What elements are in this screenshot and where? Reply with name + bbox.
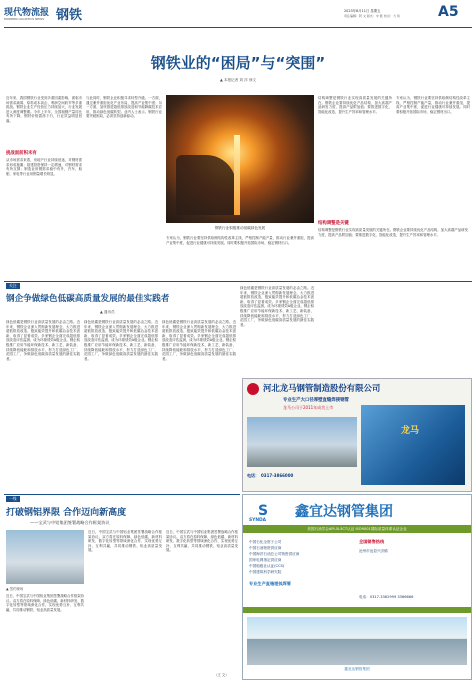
- focus-col1: 绿色低碳是钢铁行业高质量发展的必由之路。近年来，钢铁企业深入贯彻新发展理念，大力推进超低排放改造、极致能效提升和低碳冶金技术创新，取得了显著成效。多家钢企全面完成超低排放改造评估监测，成为环境绩效A级企业。钢企积极推广应用节能环保新技术、新工艺、新装备，持续降低能耗和排放水平，努力打造绿色工厂、花园工厂，争做绿色低碳高质量发展的最佳实践者。: [6, 320, 80, 361]
- top-story-col4b: 结构调整是钢铁行业实现高质量发展的关键所在。钢铁企业要持续优化产品结构，加大高端产品研发力度，提高产品附加值；要推进数字化、智能化改造，提升生产效率和管理水平。: [318, 228, 468, 237]
- synda-phone[interactable]: 电话：0317-3362999 3366666: [359, 595, 414, 599]
- focus-title: 钢企争做绿色低碳高质量发展的最佳实践者: [6, 294, 170, 304]
- molten-stream: [234, 135, 240, 215]
- top-story-col4: 结构调整是钢铁行业实现高质量发展的关键所在。钢铁企业要持续优化产品结构，加大高端产品研发力度，提高产品附加值；要推进数字化、智能化改造，提升生产效率和管理水平。: [318, 96, 392, 114]
- synda-advertisement[interactable]: [242, 494, 472, 680]
- photo-caption: 钢铁行业积极推动低碳绿色发展: [214, 226, 266, 230]
- synda-item: 中国石油物资供应商: [249, 546, 282, 550]
- bottom-title: 打破钢铝界限 合作迈向新高度: [6, 508, 127, 518]
- longma-slogan: 专业生产大口径厚壁直缝焊接钢管: [283, 398, 349, 403]
- bottom-col1: 近日，中国宝武与中国铝业集团签署战略合作框架协议。双方将在原料保障、绿色低碳、新材料研发、数字化转型等领域深化合作，实现优势互补、互利共赢，共同推动钢铁、铝业高质量发展。: [6, 594, 84, 612]
- synda-logo-text: SYNDA: [249, 518, 267, 523]
- synda-bottom-caption: 鑫宜达钢管集团: [344, 667, 370, 671]
- longma-phone[interactable]: 0317-3866000: [261, 473, 294, 478]
- synda-hotline-label: 全国销售热线: [359, 539, 385, 544]
- focus-tag: 关注: [6, 283, 20, 289]
- longma-advertisement[interactable]: [242, 378, 472, 492]
- newspaper-logo: 现代物流报: [4, 8, 50, 18]
- longma-pipes-photo: [361, 405, 465, 485]
- top-story-col2: 与此同时，钢铁企业积极寻求转型升级。一方面，通过兼并重组优化产业布局，提高产业集中度；另一方面，加快推进超低排放改造和节能降碳技术应用，推动绿色低碳转型。业内人士表示，钢铁行业要突破困局，必须坚持创新驱动。: [86, 96, 162, 119]
- date-line: 2023年8月11日 星期五: [344, 9, 381, 13]
- synda-item: 中国船级社认证(CCS): [249, 564, 285, 568]
- top-story-col1b: 从市场需求来看，房地产行业持续低迷，对钢材需求形成拖累；基建投资保持一定增速，对钢材需求有所支撑；制造业用钢需求稳中有升，汽车、船舶、家电等行业用钢量增长明显。: [6, 158, 82, 176]
- focus-col4: 绿色低碳是钢铁行业高质量发展的必由之路。近年来，钢铁企业深入贯彻新发展理念，大力推进超低排放改造、极致能效提升和低碳冶金技术创新，取得了显著成效。多家钢企全面完成超低排放改造评估监测，成为环境绩效A级企业。钢企积极推广应用节能环保新技术、新工艺、新装备，持续降低能耗和排放水平，努力打造绿色工厂、花园工厂，争做绿色低碳高质量发展的最佳实践者。: [240, 286, 314, 327]
- synda-item: 中国石化全资子公司: [249, 540, 282, 544]
- bottom-col3: 近日，中国宝武与中国铝业集团签署战略合作框架协议。双方将在原料保障、绿色低碳、新材料研发、数字化转型等领域深化合作，实现优势互补、互利共赢，共同推动钢铁、铝业高质量发展。: [166, 530, 238, 553]
- signing-photo-caption: ▲ 签约现场: [6, 587, 24, 591]
- top-story-col1: 近年来，我国钢铁行业受到多重因素影响，面临市场需求减弱、原料成本高企、利润空间收窄等多重挑战。钢铁企业生产经营压力持续加大，行业发展进入深度调整期。今年上半年，全国粗钢产量同比有所下降，钢材价格震荡下行，行业效益明显回落。: [6, 96, 82, 123]
- synda-cert-banner: 美国石油学会API-5L5CT认证 ISO9001国际质量体系认证企业: [243, 525, 471, 533]
- top-story-byline: ▲ 本报记者 刘 洋 徐文: [219, 78, 257, 82]
- focus-byline: ▲ 通讯员: [100, 310, 115, 314]
- signing-photo: [6, 530, 84, 584]
- longma-founded: 龙马公司于2011年成功上市: [283, 405, 334, 410]
- masthead-rule: [4, 27, 472, 28]
- longma-logo-icon: [247, 383, 259, 395]
- longma-brand-badge: 龙马: [401, 426, 420, 436]
- newspaper-subtitle: MODERN LOGISTICS NEWS: [4, 17, 45, 21]
- longma-company-name: 河北龙马钢管制造股份有限公司: [263, 383, 381, 393]
- editor-line: 责任编辑：阿 文 版式：中 胜 校对：力 珂: [344, 14, 400, 18]
- bottom-col2: 近日，中国宝武与中国铝业集团签署战略合作框架协议。双方将在原料保障、绿色低碳、新材料研发、数字化转型等领域深化合作，实现优势互补、互利共赢，共同推动钢铁、铝业高质量发展。: [88, 530, 162, 553]
- longma-factory-photo: [247, 417, 357, 467]
- bottom-tag: 一线: [6, 496, 20, 502]
- focus-col3: 绿色低碳是钢铁行业高质量发展的必由之路。近年来，钢铁企业深入贯彻新发展理念，大力推进超低排放改造、极致能效提升和低碳冶金技术创新，取得了显著成效。多家钢企全面完成超低排放改造评估监测，成为环境绩效A级企业。钢企积极推广应用节能环保新技术、新工艺、新装备，持续降低能耗和排放水平，努力打造绿色工厂、花园工厂，争做绿色低碳高质量发展的最佳实践者。: [162, 320, 236, 361]
- synda-logo: [249, 503, 283, 525]
- top-story-col3b: 专家认为，钢铁行业要坚持供给侧结构性改革主线，严格控制产能产量，推动行业兼并重组，提高产业集中度，促进行业健康可持续发展。同时要积极开拓国际市场，稳定钢材出口。: [166, 236, 314, 245]
- synda-item: 国家电网指定供应商: [249, 558, 282, 562]
- synda-factory-photo: [247, 617, 467, 665]
- masthead: [4, 4, 472, 26]
- section-title: 钢铁: [56, 8, 83, 23]
- section-rule-1: [4, 281, 472, 282]
- focus-col2: 绿色低碳是钢铁行业高质量发展的必由之路。近年来，钢铁企业深入贯彻新发展理念，大力推进超低排放改造、极致能效提升和低碳冶金技术创新，取得了显著成效。多家钢企全面完成超低排放改造评估监测，成为环境绩效A级企业。钢企积极推广应用节能环保新技术、新工艺、新装备，持续降低能耗和排放水平，努力打造绿色工厂、花园工厂，争做绿色低碳高质量发展的最佳实践者。: [84, 320, 158, 361]
- synda-products: 专业生产直缝埋弧焊管: [249, 581, 291, 586]
- synda-company-name: 鑫宜达钢管集团: [295, 504, 393, 520]
- synda-item: 中国海洋石油总公司物资供应商: [249, 552, 300, 556]
- subhead-structure: 结构调整是关键: [318, 221, 349, 226]
- bottom-end-mark: （王 文）: [214, 673, 229, 677]
- bottom-subtitle: ——宝武与中铝集团签署战略合作框架协议: [30, 520, 110, 525]
- longma-contact-label: 电话：: [247, 473, 259, 478]
- page-number: A5: [438, 4, 459, 20]
- synda-address: 沧州市沧县兴济镇: [359, 549, 388, 553]
- synda-s-icon: S: [258, 503, 269, 519]
- furnace-silhouette: [176, 155, 236, 215]
- synda-item: 中国建筑科学研究院: [249, 570, 282, 574]
- top-story-title: 钢铁业的“困局”与“突围”: [150, 54, 326, 72]
- synda-phone-bar: [243, 607, 471, 613]
- subhead-challenges: 挑战面前积未有: [6, 151, 37, 156]
- top-story-col5: 专家认为，钢铁行业要坚持供给侧结构性改革主线，严格控制产能产量，推动行业兼并重组，提高产业集中度，促进行业健康可持续发展。同时要积极开拓国际市场，稳定钢材出口。: [396, 96, 470, 114]
- synda-items-list: [249, 539, 349, 575]
- section-rule-2: [4, 494, 240, 495]
- steel-pouring-photo: [166, 95, 314, 223]
